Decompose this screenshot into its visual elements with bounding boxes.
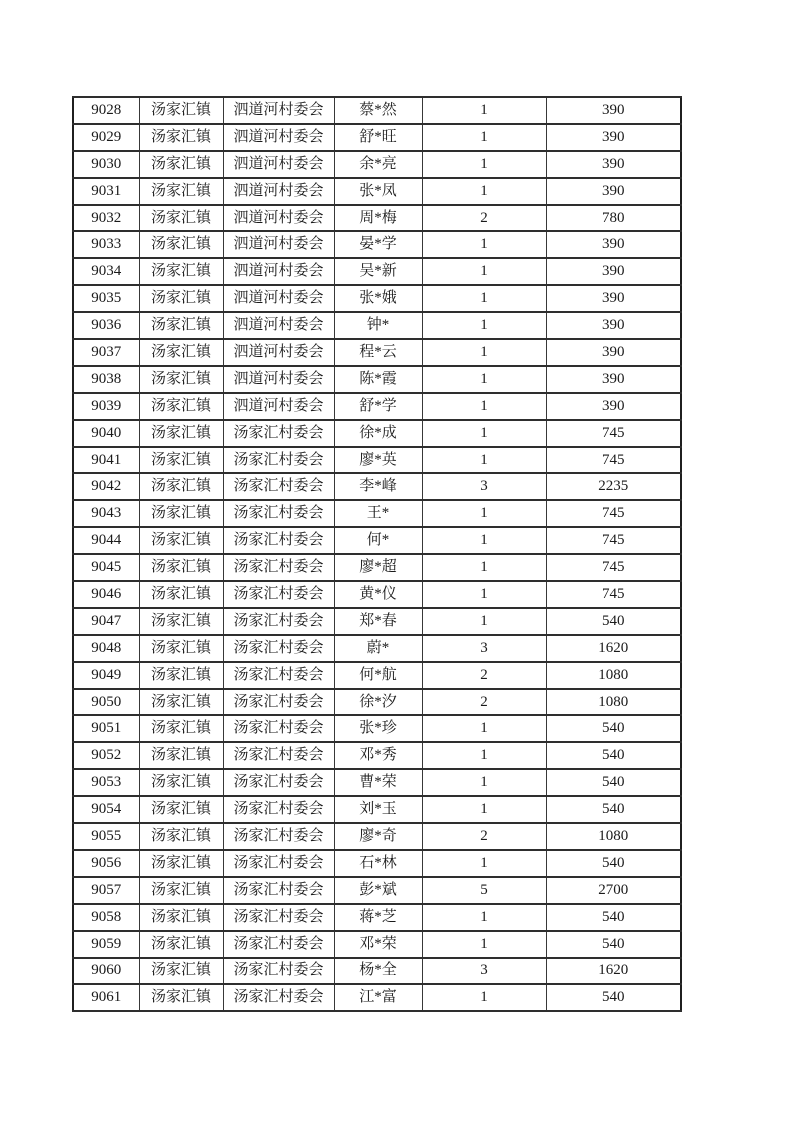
table-row	[73, 608, 681, 635]
table-row	[73, 904, 681, 931]
cell-village: 泗道河村委会	[223, 151, 334, 178]
cell-village: 汤家汇村委会	[223, 420, 334, 447]
cell-count: 1	[422, 500, 546, 527]
cell-name: 杨*全	[334, 958, 422, 985]
cell-name: 蔡*然	[334, 97, 422, 124]
cell-town: 汤家汇镇	[139, 662, 223, 689]
cell-village: 汤家汇村委会	[223, 473, 334, 500]
cell-village: 泗道河村委会	[223, 312, 334, 339]
cell-village: 汤家汇村委会	[223, 689, 334, 716]
cell-town: 汤家汇镇	[139, 151, 223, 178]
table-row	[73, 205, 681, 232]
table-row	[73, 97, 681, 124]
cell-amount: 390	[546, 393, 681, 420]
cell-town: 汤家汇镇	[139, 931, 223, 958]
table-row	[73, 124, 681, 151]
cell-amount: 390	[546, 312, 681, 339]
cell-count: 2	[422, 662, 546, 689]
cell-count: 1	[422, 608, 546, 635]
cell-town: 汤家汇镇	[139, 742, 223, 769]
cell-count: 2	[422, 689, 546, 716]
cell-name: 周*梅	[334, 205, 422, 232]
cell-id: 9052	[73, 742, 139, 769]
cell-amount: 540	[546, 715, 681, 742]
cell-amount: 540	[546, 850, 681, 877]
cell-name: 蔚*	[334, 635, 422, 662]
cell-id: 9059	[73, 931, 139, 958]
table-row	[73, 823, 681, 850]
cell-amount: 390	[546, 258, 681, 285]
table-row	[73, 393, 681, 420]
cell-town: 汤家汇镇	[139, 554, 223, 581]
cell-id: 9046	[73, 581, 139, 608]
cell-town: 汤家汇镇	[139, 877, 223, 904]
cell-count: 3	[422, 958, 546, 985]
table-row	[73, 366, 681, 393]
cell-village: 汤家汇村委会	[223, 742, 334, 769]
table-row	[73, 447, 681, 474]
cell-amount: 2235	[546, 473, 681, 500]
cell-town: 汤家汇镇	[139, 366, 223, 393]
table-row	[73, 581, 681, 608]
cell-village: 汤家汇村委会	[223, 527, 334, 554]
table-row	[73, 715, 681, 742]
cell-village: 泗道河村委会	[223, 178, 334, 205]
cell-count: 1	[422, 850, 546, 877]
cell-amount: 745	[546, 420, 681, 447]
cell-id: 9032	[73, 205, 139, 232]
cell-town: 汤家汇镇	[139, 904, 223, 931]
cell-name: 王*	[334, 500, 422, 527]
cell-count: 1	[422, 984, 546, 1011]
cell-town: 汤家汇镇	[139, 285, 223, 312]
cell-id: 9034	[73, 258, 139, 285]
cell-amount: 1620	[546, 958, 681, 985]
cell-town: 汤家汇镇	[139, 958, 223, 985]
cell-amount: 780	[546, 205, 681, 232]
cell-village: 泗道河村委会	[223, 393, 334, 420]
table-row	[73, 420, 681, 447]
cell-name: 余*亮	[334, 151, 422, 178]
cell-village: 汤家汇村委会	[223, 823, 334, 850]
cell-count: 1	[422, 715, 546, 742]
cell-id: 9042	[73, 473, 139, 500]
cell-name: 江*富	[334, 984, 422, 1011]
cell-town: 汤家汇镇	[139, 205, 223, 232]
cell-id: 9051	[73, 715, 139, 742]
cell-amount: 540	[546, 769, 681, 796]
cell-id: 9053	[73, 769, 139, 796]
cell-id: 9030	[73, 151, 139, 178]
table-row	[73, 500, 681, 527]
cell-id: 9054	[73, 796, 139, 823]
table-row	[73, 231, 681, 258]
cell-count: 1	[422, 151, 546, 178]
cell-name: 黄*仪	[334, 581, 422, 608]
cell-name: 廖*超	[334, 554, 422, 581]
cell-village: 汤家汇村委会	[223, 984, 334, 1011]
cell-count: 3	[422, 473, 546, 500]
cell-id: 9038	[73, 366, 139, 393]
cell-name: 廖*奇	[334, 823, 422, 850]
cell-count: 2	[422, 205, 546, 232]
cell-amount: 540	[546, 931, 681, 958]
cell-amount: 390	[546, 231, 681, 258]
cell-village: 汤家汇村委会	[223, 581, 334, 608]
cell-town: 汤家汇镇	[139, 393, 223, 420]
cell-village: 汤家汇村委会	[223, 904, 334, 931]
cell-village: 汤家汇村委会	[223, 662, 334, 689]
table-row	[73, 850, 681, 877]
table-row	[73, 984, 681, 1011]
cell-count: 1	[422, 447, 546, 474]
table-row	[73, 473, 681, 500]
cell-village: 汤家汇村委会	[223, 958, 334, 985]
cell-village: 汤家汇村委会	[223, 877, 334, 904]
cell-village: 汤家汇村委会	[223, 715, 334, 742]
cell-town: 汤家汇镇	[139, 124, 223, 151]
cell-count: 1	[422, 366, 546, 393]
cell-town: 汤家汇镇	[139, 420, 223, 447]
cell-name: 石*林	[334, 850, 422, 877]
cell-name: 张*娥	[334, 285, 422, 312]
cell-id: 9028	[73, 97, 139, 124]
cell-village: 泗道河村委会	[223, 285, 334, 312]
cell-village: 泗道河村委会	[223, 231, 334, 258]
cell-amount: 1080	[546, 689, 681, 716]
cell-count: 1	[422, 769, 546, 796]
cell-amount: 2700	[546, 877, 681, 904]
cell-count: 1	[422, 904, 546, 931]
table-row	[73, 662, 681, 689]
cell-id: 9056	[73, 850, 139, 877]
cell-count: 1	[422, 581, 546, 608]
cell-name: 曹*荣	[334, 769, 422, 796]
cell-amount: 745	[546, 500, 681, 527]
cell-count: 1	[422, 420, 546, 447]
cell-name: 程*云	[334, 339, 422, 366]
cell-town: 汤家汇镇	[139, 608, 223, 635]
cell-amount: 1080	[546, 662, 681, 689]
table-row	[73, 769, 681, 796]
cell-id: 9035	[73, 285, 139, 312]
cell-id: 9043	[73, 500, 139, 527]
cell-name: 廖*英	[334, 447, 422, 474]
cell-name: 徐*汐	[334, 689, 422, 716]
cell-id: 9058	[73, 904, 139, 931]
cell-id: 9031	[73, 178, 139, 205]
cell-town: 汤家汇镇	[139, 258, 223, 285]
cell-town: 汤家汇镇	[139, 339, 223, 366]
table-row	[73, 527, 681, 554]
cell-name: 蒋*芝	[334, 904, 422, 931]
cell-town: 汤家汇镇	[139, 312, 223, 339]
cell-town: 汤家汇镇	[139, 715, 223, 742]
cell-village: 泗道河村委会	[223, 339, 334, 366]
cell-town: 汤家汇镇	[139, 635, 223, 662]
cell-name: 晏*学	[334, 231, 422, 258]
cell-amount: 745	[546, 527, 681, 554]
cell-count: 1	[422, 339, 546, 366]
cell-id: 9048	[73, 635, 139, 662]
cell-count: 1	[422, 554, 546, 581]
cell-count: 2	[422, 823, 546, 850]
cell-amount: 390	[546, 97, 681, 124]
cell-village: 汤家汇村委会	[223, 554, 334, 581]
cell-village: 泗道河村委会	[223, 366, 334, 393]
cell-amount: 1620	[546, 635, 681, 662]
cell-village: 汤家汇村委会	[223, 635, 334, 662]
cell-town: 汤家汇镇	[139, 823, 223, 850]
cell-count: 1	[422, 393, 546, 420]
cell-name: 何*航	[334, 662, 422, 689]
cell-id: 9033	[73, 231, 139, 258]
table-row	[73, 877, 681, 904]
cell-id: 9055	[73, 823, 139, 850]
table-row	[73, 178, 681, 205]
cell-amount: 745	[546, 447, 681, 474]
cell-amount: 745	[546, 581, 681, 608]
cell-amount: 540	[546, 796, 681, 823]
cell-town: 汤家汇镇	[139, 850, 223, 877]
cell-id: 9040	[73, 420, 139, 447]
cell-name: 徐*成	[334, 420, 422, 447]
cell-village: 泗道河村委会	[223, 258, 334, 285]
cell-town: 汤家汇镇	[139, 231, 223, 258]
table-body	[73, 97, 681, 1011]
cell-id: 9061	[73, 984, 139, 1011]
cell-amount: 745	[546, 554, 681, 581]
cell-village: 汤家汇村委会	[223, 447, 334, 474]
cell-amount: 540	[546, 984, 681, 1011]
cell-amount: 540	[546, 742, 681, 769]
cell-count: 1	[422, 285, 546, 312]
table-row	[73, 285, 681, 312]
cell-village: 汤家汇村委会	[223, 500, 334, 527]
cell-count: 1	[422, 796, 546, 823]
cell-town: 汤家汇镇	[139, 984, 223, 1011]
cell-village: 汤家汇村委会	[223, 850, 334, 877]
cell-town: 汤家汇镇	[139, 689, 223, 716]
cell-town: 汤家汇镇	[139, 473, 223, 500]
cell-town: 汤家汇镇	[139, 527, 223, 554]
cell-village: 泗道河村委会	[223, 97, 334, 124]
cell-count: 1	[422, 931, 546, 958]
table-row	[73, 635, 681, 662]
cell-village: 泗道河村委会	[223, 205, 334, 232]
cell-village: 汤家汇村委会	[223, 931, 334, 958]
cell-name: 钟*	[334, 312, 422, 339]
cell-town: 汤家汇镇	[139, 796, 223, 823]
table-row	[73, 689, 681, 716]
cell-amount: 390	[546, 339, 681, 366]
cell-id: 9029	[73, 124, 139, 151]
cell-count: 1	[422, 258, 546, 285]
cell-town: 汤家汇镇	[139, 447, 223, 474]
cell-name: 张*凤	[334, 178, 422, 205]
cell-town: 汤家汇镇	[139, 500, 223, 527]
cell-name: 张*珍	[334, 715, 422, 742]
cell-village: 汤家汇村委会	[223, 769, 334, 796]
cell-id: 9060	[73, 958, 139, 985]
table-row	[73, 258, 681, 285]
cell-name: 刘*玉	[334, 796, 422, 823]
cell-count: 5	[422, 877, 546, 904]
cell-id: 9047	[73, 608, 139, 635]
cell-name: 舒*学	[334, 393, 422, 420]
cell-id: 9057	[73, 877, 139, 904]
table-row	[73, 554, 681, 581]
cell-amount: 390	[546, 285, 681, 312]
cell-name: 李*峰	[334, 473, 422, 500]
cell-count: 1	[422, 124, 546, 151]
cell-count: 1	[422, 231, 546, 258]
cell-amount: 390	[546, 124, 681, 151]
cell-id: 9050	[73, 689, 139, 716]
cell-amount: 540	[546, 904, 681, 931]
table-row	[73, 742, 681, 769]
cell-count: 1	[422, 312, 546, 339]
table-row	[73, 312, 681, 339]
cell-amount: 390	[546, 178, 681, 205]
cell-name: 何*	[334, 527, 422, 554]
cell-name: 舒*旺	[334, 124, 422, 151]
table-row	[73, 796, 681, 823]
cell-town: 汤家汇镇	[139, 178, 223, 205]
cell-count: 1	[422, 527, 546, 554]
cell-name: 彭*斌	[334, 877, 422, 904]
cell-village: 汤家汇村委会	[223, 796, 334, 823]
benefit-roster-table	[72, 96, 682, 1012]
cell-name: 邓*荣	[334, 931, 422, 958]
cell-amount: 390	[546, 366, 681, 393]
cell-id: 9039	[73, 393, 139, 420]
cell-village: 泗道河村委会	[223, 124, 334, 151]
cell-name: 吴*新	[334, 258, 422, 285]
table-row	[73, 339, 681, 366]
cell-id: 9041	[73, 447, 139, 474]
cell-town: 汤家汇镇	[139, 97, 223, 124]
cell-amount: 1080	[546, 823, 681, 850]
cell-amount: 390	[546, 151, 681, 178]
cell-count: 1	[422, 742, 546, 769]
cell-count: 1	[422, 178, 546, 205]
table-row	[73, 931, 681, 958]
table-row	[73, 958, 681, 985]
cell-id: 9049	[73, 662, 139, 689]
cell-town: 汤家汇镇	[139, 581, 223, 608]
cell-town: 汤家汇镇	[139, 769, 223, 796]
cell-id: 9036	[73, 312, 139, 339]
cell-count: 1	[422, 97, 546, 124]
cell-id: 9037	[73, 339, 139, 366]
cell-name: 陈*霞	[334, 366, 422, 393]
cell-amount: 540	[546, 608, 681, 635]
cell-count: 3	[422, 635, 546, 662]
cell-name: 郑*春	[334, 608, 422, 635]
cell-name: 邓*秀	[334, 742, 422, 769]
cell-id: 9044	[73, 527, 139, 554]
cell-village: 汤家汇村委会	[223, 608, 334, 635]
table-row	[73, 151, 681, 178]
cell-id: 9045	[73, 554, 139, 581]
